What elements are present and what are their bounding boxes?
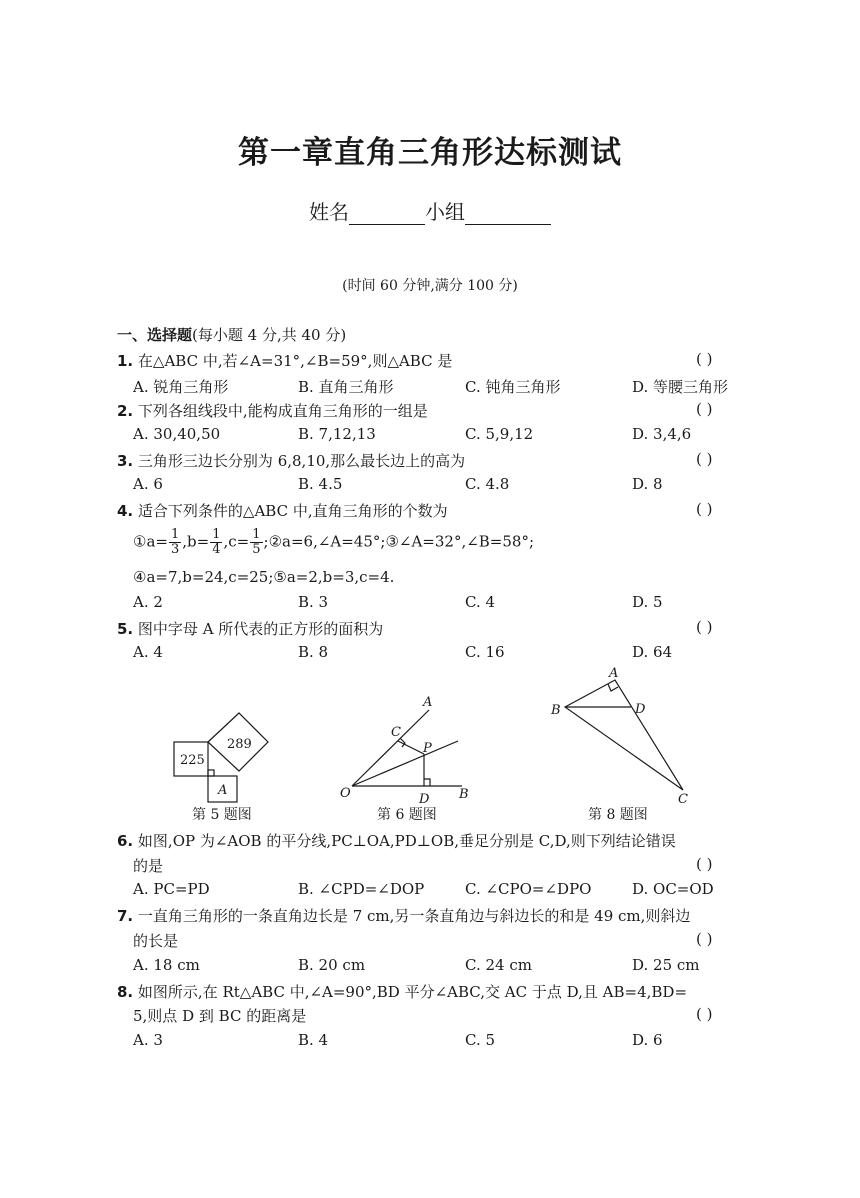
question-number: 4. bbox=[117, 502, 134, 520]
question-1 bbox=[117, 350, 452, 371]
option-d[interactable]: D. 64 bbox=[632, 643, 673, 661]
fig8-point-b: B bbox=[551, 703, 561, 718]
question-text: 适合下列条件的△ABC 中,直角三角形的个数为 bbox=[137, 502, 448, 520]
condition-text: ;②a=6,∠A=45°;③∠A=32°,∠B=58°; bbox=[263, 532, 535, 551]
option-d[interactable]: D. 8 bbox=[632, 475, 663, 493]
fraction bbox=[210, 528, 222, 557]
option-b[interactable]: B. 3 bbox=[298, 593, 329, 611]
question-text: 图中字母 A 所代表的正方形的面积为 bbox=[137, 620, 384, 638]
fraction-numerator: 1 bbox=[170, 527, 180, 542]
fig6-caption: 第 6 题图 bbox=[377, 807, 437, 823]
option-c[interactable]: C. 钝角三角形 bbox=[465, 378, 561, 396]
option-b[interactable]: B. 8 bbox=[298, 643, 329, 661]
question-text: 一直角三角形的一条直角边长是 7 cm,另一条直角边与斜边长的和是 49 cm,则斜边 bbox=[137, 907, 691, 925]
fig6-bisector-op bbox=[352, 741, 458, 786]
option-c[interactable]: C. 4.8 bbox=[465, 475, 510, 493]
question-6-continued: 的是 bbox=[133, 857, 164, 875]
question-4 bbox=[117, 500, 448, 521]
fig8-point-a: A bbox=[609, 666, 619, 681]
option-c[interactable]: C. 5 bbox=[465, 1031, 496, 1049]
fraction bbox=[169, 528, 181, 557]
fig8-point-d: D bbox=[635, 702, 646, 717]
fraction-denominator: 5 bbox=[252, 542, 261, 557]
name-label: 姓名 bbox=[309, 200, 349, 224]
answer-paren[interactable]: ( ) bbox=[696, 855, 713, 873]
option-d[interactable]: D. 3,4,6 bbox=[632, 425, 692, 443]
fig8-triangle bbox=[565, 680, 683, 790]
fig6-point-d: D bbox=[419, 792, 430, 807]
option-d[interactable]: D. 6 bbox=[632, 1031, 663, 1049]
answer-paren[interactable]: ( ) bbox=[696, 500, 713, 518]
answer-paren[interactable]: ( ) bbox=[696, 450, 713, 468]
fig5-caption: 第 5 题图 bbox=[192, 807, 252, 823]
option-c[interactable]: C. 16 bbox=[465, 643, 505, 661]
time-info: (时间 60 分钟,满分 100 分) bbox=[342, 278, 518, 294]
option-d[interactable]: D. OC=OD bbox=[632, 880, 714, 898]
fig6-pc bbox=[398, 741, 424, 754]
fig5-label-a: A bbox=[218, 783, 228, 798]
group-blank[interactable] bbox=[465, 204, 551, 225]
fig6-point-c: C bbox=[391, 725, 401, 740]
question-4-conditions-line2: ④a=7,b=24,c=25;⑤a=2,b=3,c=4. bbox=[133, 568, 395, 586]
question-4-conditions-line1 bbox=[133, 528, 534, 557]
question-text: 下列各组线段中,能构成直角三角形的一组是 bbox=[137, 402, 428, 420]
question-8-continued: 5,则点 D 到 BC 的距离是 bbox=[133, 1007, 307, 1025]
answer-paren[interactable]: ( ) bbox=[696, 930, 713, 948]
fig8-point-c: C bbox=[678, 792, 688, 807]
option-d[interactable]: D. 25 cm bbox=[632, 956, 700, 974]
fig6-point-a: A bbox=[423, 695, 433, 710]
answer-paren[interactable]: ( ) bbox=[696, 1005, 713, 1023]
condition-text: ,b= bbox=[182, 532, 210, 551]
fraction-denominator: 4 bbox=[212, 542, 221, 557]
option-a[interactable]: A. 30,40,50 bbox=[133, 425, 221, 443]
option-b[interactable]: B. ∠CPD=∠DOP bbox=[298, 880, 425, 898]
question-text: 如图,OP 为∠AOB 的平分线,PC⊥OA,PD⊥OB,垂足分别是 C,D,则下列结论错误 bbox=[137, 832, 676, 850]
section-title: 一、选择题 bbox=[117, 326, 193, 344]
option-a[interactable]: A. 锐角三角形 bbox=[133, 378, 229, 396]
question-3 bbox=[117, 450, 465, 471]
question-number: 6. bbox=[117, 832, 134, 850]
fig6-point-p: P bbox=[423, 741, 432, 756]
option-b[interactable]: B. 4.5 bbox=[298, 475, 343, 493]
option-b[interactable]: B. 20 cm bbox=[298, 956, 366, 974]
question-7 bbox=[117, 905, 690, 926]
option-a[interactable]: A. PC=PD bbox=[133, 880, 210, 898]
fig5-label-289: 289 bbox=[227, 737, 252, 752]
figures-area bbox=[0, 660, 860, 830]
fig6-point-b: B bbox=[459, 787, 469, 802]
fraction-numerator: 1 bbox=[212, 527, 221, 542]
question-number: 2. bbox=[117, 402, 134, 420]
option-a[interactable]: A. 2 bbox=[133, 593, 163, 611]
option-a[interactable]: A. 18 cm bbox=[133, 956, 200, 974]
option-c[interactable]: C. 4 bbox=[465, 593, 496, 611]
option-c[interactable]: C. 24 cm bbox=[465, 956, 532, 974]
condition-text: ①a= bbox=[133, 532, 168, 551]
fig5-label-225: 225 bbox=[180, 753, 205, 768]
fig8-right-angle-a bbox=[608, 684, 618, 691]
fig6-right-angle-d bbox=[424, 779, 430, 786]
question-number: 3. bbox=[117, 452, 134, 470]
answer-paren[interactable]: ( ) bbox=[696, 400, 713, 418]
option-b[interactable]: B. 4 bbox=[298, 1031, 329, 1049]
fraction-numerator: 1 bbox=[252, 527, 261, 542]
fig6-point-o: O bbox=[340, 786, 351, 801]
option-d[interactable]: D. 等腰三角形 bbox=[632, 378, 729, 396]
question-6 bbox=[117, 830, 676, 851]
option-c[interactable]: C. 5,9,12 bbox=[465, 425, 534, 443]
question-text: 在△ABC 中,若∠A=31°,∠B=59°,则△ABC 是 bbox=[137, 352, 453, 370]
page-title: 第一章直角三角形达标测试 bbox=[238, 135, 622, 171]
fig5-right-angle-mark bbox=[208, 770, 214, 776]
question-7-continued: 的长是 bbox=[133, 932, 179, 950]
question-number: 7. bbox=[117, 907, 134, 925]
fig8-caption: 第 8 题图 bbox=[588, 807, 648, 823]
answer-paren[interactable]: ( ) bbox=[696, 618, 713, 636]
option-a[interactable]: A. 6 bbox=[133, 475, 163, 493]
group-label: 小组 bbox=[425, 200, 465, 224]
question-text: 如图所示,在 Rt△ABC 中,∠A=90°,BD 平分∠ABC,交 AC 于点 D,且 AB=4,BD= bbox=[137, 983, 688, 1001]
option-c[interactable]: C. ∠CPO=∠DPO bbox=[465, 880, 592, 898]
question-5 bbox=[117, 618, 383, 639]
option-b[interactable]: B. 直角三角形 bbox=[298, 378, 394, 396]
question-8 bbox=[117, 981, 687, 1002]
fig6-ray-oa bbox=[352, 710, 429, 786]
fraction bbox=[250, 528, 262, 557]
question-2 bbox=[117, 400, 428, 421]
question-number: 1. bbox=[117, 352, 134, 370]
answer-paren[interactable]: ( ) bbox=[696, 350, 713, 368]
question-number: 8. bbox=[117, 983, 134, 1001]
option-b[interactable]: B. 7,12,13 bbox=[298, 425, 376, 443]
question-text: 三角形三边长分别为 6,8,10,那么最长边上的高为 bbox=[137, 452, 466, 470]
option-a[interactable]: A. 3 bbox=[133, 1031, 163, 1049]
question-number: 5. bbox=[117, 620, 134, 638]
name-group-line bbox=[0, 196, 860, 225]
section-note: (每小题 4 分,共 40 分) bbox=[192, 326, 347, 344]
fraction-denominator: 3 bbox=[170, 542, 180, 557]
section-heading bbox=[117, 324, 346, 345]
option-d[interactable]: D. 5 bbox=[632, 593, 663, 611]
option-a[interactable]: A. 4 bbox=[133, 643, 163, 661]
name-blank[interactable] bbox=[349, 204, 425, 225]
condition-text: ,c= bbox=[223, 532, 250, 551]
